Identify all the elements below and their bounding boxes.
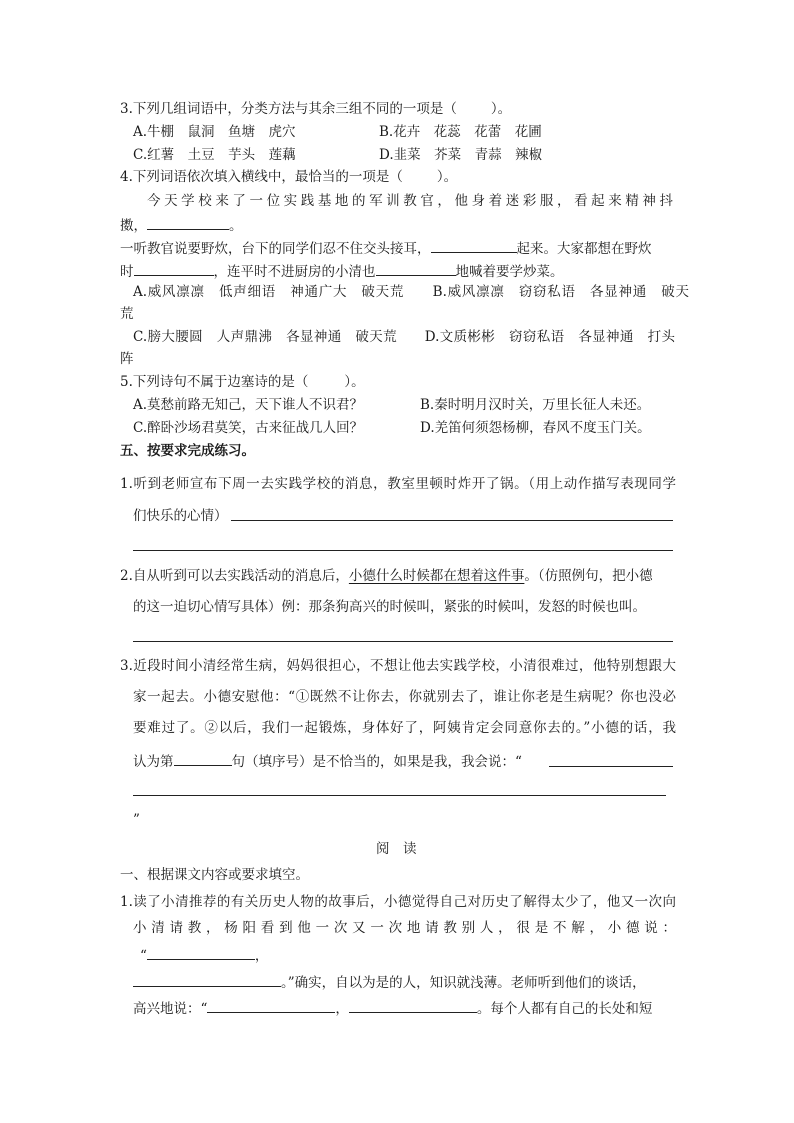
q4-stem: 4.下列词语依次填入横线中，最恰当的一项是（ ）。	[120, 169, 458, 185]
exercise1-answer-line-1[interactable]	[231, 520, 673, 521]
reading-title: 阅 读	[376, 841, 417, 857]
reading1-blank-1[interactable]	[147, 945, 255, 960]
q3-option-a: A.牛棚 鼠洞 鱼塘 虎穴	[133, 124, 296, 140]
reading1-blank-3[interactable]	[207, 998, 335, 1013]
exercise3-number-blank[interactable]	[174, 751, 232, 766]
exercise1-line2: 们快乐的心情）	[133, 508, 228, 524]
q3-stem: 3.下列几组词语中，分类方法与其余三组不同的一项是（ ）。	[120, 101, 512, 117]
exercise2-line1: 2.自从听到可以去实践活动的消息后，小德什么时候都在想着这件事。（仿照例句，把小德	[120, 568, 653, 584]
exercise2-line2: 的这一迫切心情写具体）例：那条狗高兴的时候叫，紧张的时候叫，发怒的时候也叫。	[133, 599, 646, 615]
q4-paragraph-line3: 一听教官说要野炊，台下的同学们忍不住交头接耳， 起来。大家都想在野炊	[120, 238, 652, 258]
q4-blank-3[interactable]	[134, 261, 214, 276]
example-sentence: 小德什么时候都在想着这件事	[348, 568, 525, 584]
q3-option-c: C.红薯 土豆 芋头 莲藕	[133, 147, 296, 163]
reading1-line2: 小清请教，杨阳看到他一次又一次地请教别人，很是不解，小德说：	[133, 920, 676, 936]
q5-option-d: D.羌笛何须怨杨柳，春风不度玉门关。	[420, 420, 651, 436]
q4-paragraph-line4: 时 ，连平时不进厨房的小清也 地喊着要学炒菜。	[120, 261, 564, 281]
reading1-line4: 。”确实，自以为是的人，知识就浅薄。老师听到他们的谈话，	[133, 972, 646, 992]
q4-options-cd-wrap: 阵	[120, 351, 134, 367]
q4-blank-4[interactable]	[376, 261, 456, 276]
reading1-blank-4[interactable]	[349, 998, 477, 1013]
q3-option-d: D.韭菜 芥菜 青蒜 辣椒	[379, 147, 543, 163]
q3-option-b: B.花卉 花蕊 花蕾 花圃	[379, 124, 542, 140]
q5-option-a: A.莫愁前路无知己，天下谁人不识君？	[133, 397, 364, 413]
reading1-line3: “ ，	[140, 945, 268, 965]
reading1-blank-2[interactable]	[133, 972, 281, 987]
exercise3-line2: 家一起去。小德安慰他：“①既然不让你去，你就别去了，谁让你老是生病呢？你也没必	[133, 689, 676, 705]
exercise1-line1: 1.听到老师宣布下周一去实践学校的消息，教室里顿时炸开了锅。（用上动作描写表现同学	[120, 476, 676, 492]
q4-blank-1[interactable]	[147, 215, 229, 230]
q4-blank-2[interactable]	[431, 238, 517, 253]
exercise3-line3: 要难过了。②以后，我们一起锻炼，身体好了，阿姨肯定会同意你去的。”小德的话，我	[133, 720, 676, 736]
q4-options-cd: C.膀大腰圆 人声鼎沸 各显神通 破天荒 D.文质彬彬 窃窃私语 各显神通 打头	[133, 329, 675, 345]
q4-options-ab-wrap: 荒	[120, 306, 134, 322]
reading1-line1: 1.读了小清推荐的有关历史人物的故事后，小德觉得自己对历史了解得太少了，他又一次向	[120, 894, 676, 910]
q5-option-c: C.醉卧沙场君莫笑，古来征战几人回？	[133, 420, 364, 436]
exercise3-answer-line-1[interactable]	[549, 766, 673, 767]
exercise3-line1: 3.近段时间小清经常生病，妈妈很担心，不想让他去实践学校，小清很难过，他特别想跟大	[120, 658, 676, 674]
exercise1-answer-line-2[interactable]	[133, 550, 673, 551]
reading-heading: 一、根据课文内容或要求填空。	[120, 867, 309, 883]
exercise3-close-quote: ”	[133, 812, 140, 828]
section5-heading: 五、按要求完成练习。	[120, 443, 255, 459]
exercise3-answer-line-2[interactable]	[133, 795, 666, 796]
q4-paragraph-line1: 今天学校来了一位实践基地的军训教官，他身着迷彩服，看起来精神抖	[147, 193, 673, 209]
q4-paragraph-line2: 擞， 。	[120, 215, 243, 235]
q4-options-ab: A.威风凛凛 低声细语 神通广大 破天荒 B.威风凛凛 窃窃私语 各显神通 破天	[133, 284, 689, 300]
exercise2-answer-line[interactable]	[133, 641, 673, 642]
q5-option-b: B.秦时明月汉时关，万里长征人未还。	[420, 397, 651, 413]
reading1-line5: 高兴地说：“ ， 。每个人都有自己的长处和短	[133, 998, 652, 1018]
q5-stem: 5.下列诗句不属于边塞诗的是（ ）。	[120, 374, 365, 390]
exercise3-line4: 认为第 句（填序号）是不恰当的，如果是我，我会说：“	[133, 751, 522, 771]
